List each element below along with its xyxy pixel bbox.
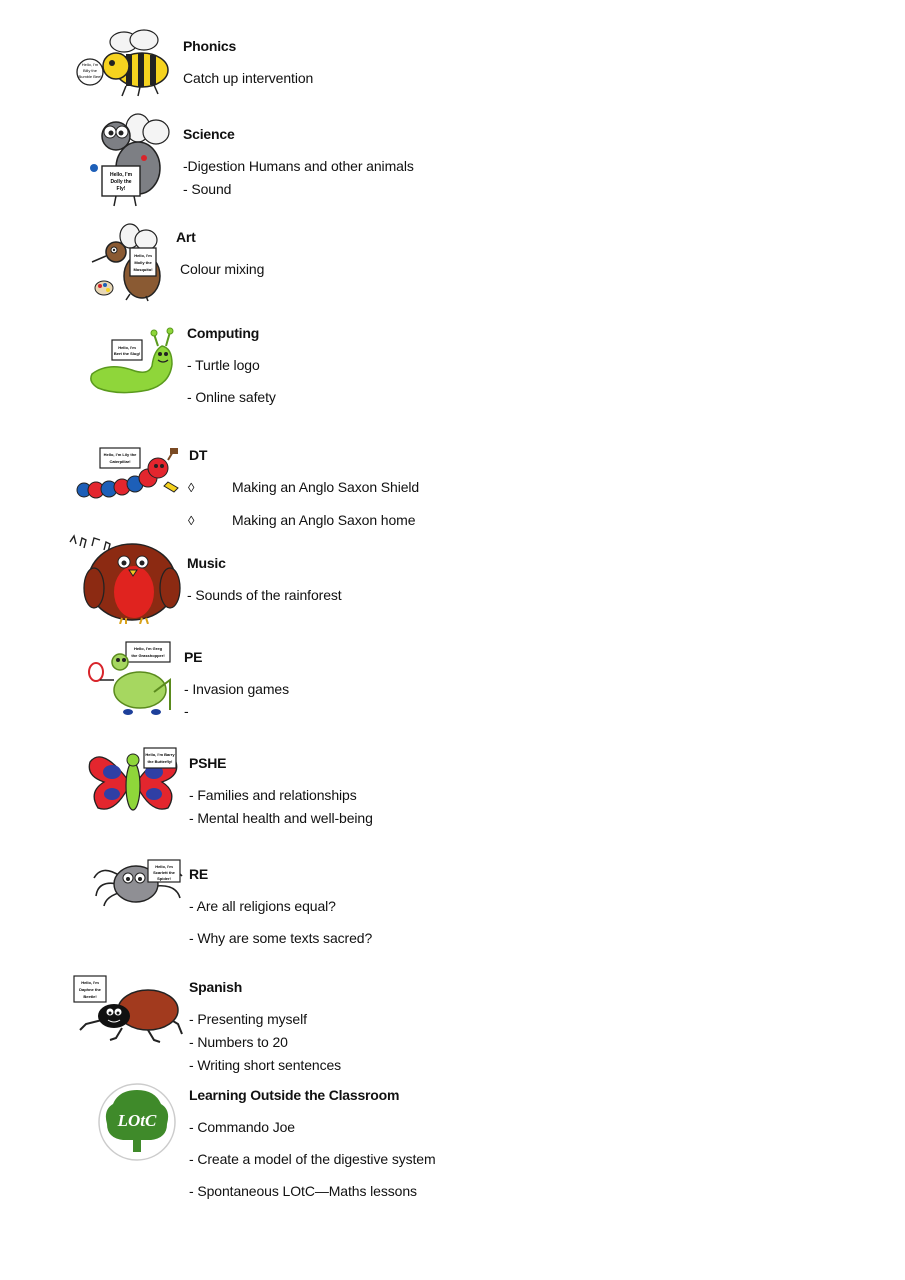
subject-item: - Families and relationships bbox=[189, 787, 357, 803]
svg-text:Beetle!: Beetle! bbox=[83, 994, 97, 999]
svg-text:the Butterfly!: the Butterfly! bbox=[147, 759, 173, 764]
bullet-diamond: ◊ bbox=[188, 513, 195, 528]
svg-text:Caterpillar!: Caterpillar! bbox=[109, 459, 131, 464]
subject-item: - Mental health and well-being bbox=[189, 810, 373, 826]
svg-text:Mosquito!: Mosquito! bbox=[133, 267, 153, 272]
subject-title: Learning Outside the Classroom bbox=[189, 1087, 400, 1103]
subject-item: - Online safety bbox=[187, 389, 276, 405]
subject-title: Science bbox=[183, 126, 235, 142]
subject-item: - Spontaneous LOtC—Maths lessons bbox=[189, 1183, 417, 1199]
caterpillar-illustration bbox=[76, 444, 186, 508]
bullet-diamond: ◊ bbox=[188, 480, 195, 495]
subject-item: -Digestion Humans and other animals bbox=[183, 158, 414, 174]
subject-item: Making an Anglo Saxon home bbox=[232, 512, 416, 528]
mosquito-illustration bbox=[90, 222, 170, 302]
lotc-logo-text: LOtC bbox=[117, 1111, 157, 1130]
subject-title: Music bbox=[187, 555, 226, 571]
fly-illustration bbox=[86, 110, 176, 208]
svg-text:Bert the Slug!: Bert the Slug! bbox=[113, 351, 141, 356]
svg-text:Hello, I'm Greg: Hello, I'm Greg bbox=[133, 646, 163, 651]
subject-title: Computing bbox=[187, 325, 260, 341]
subject-item: - Are all religions equal? bbox=[189, 898, 336, 914]
slug-illustration bbox=[88, 326, 178, 398]
svg-text:Hello, I'm Lily the: Hello, I'm Lily the bbox=[103, 452, 137, 457]
spider-illustration bbox=[92, 856, 186, 908]
svg-text:Hello, I'm: Hello, I'm bbox=[81, 980, 99, 985]
svg-text:Scarlett the: Scarlett the bbox=[153, 870, 175, 875]
grasshopper-illustration bbox=[84, 640, 176, 718]
bee-illustration bbox=[76, 28, 172, 98]
lotc-tree-logo bbox=[97, 1082, 177, 1162]
butterfly-illustration bbox=[86, 746, 180, 816]
subject-title: PSHE bbox=[189, 755, 227, 771]
subject-item: Catch up intervention bbox=[183, 70, 314, 86]
subject-title: PE bbox=[184, 649, 203, 665]
subject-title: Spanish bbox=[189, 979, 243, 995]
bubble-text: Hello, I'm bbox=[81, 62, 99, 67]
subject-item: - Numbers to 20 bbox=[189, 1034, 288, 1050]
svg-text:Hello, I'm: Hello, I'm bbox=[109, 172, 133, 178]
subject-item: - Turtle logo bbox=[187, 357, 260, 373]
subject-item: - Sound bbox=[183, 181, 232, 197]
subject-item: - Presenting myself bbox=[189, 1011, 307, 1027]
svg-text:Hello, I'm: Hello, I'm bbox=[134, 253, 152, 258]
svg-text:Bumble Bee!: Bumble Bee! bbox=[78, 74, 102, 79]
subject-item: - Commando Joe bbox=[189, 1119, 295, 1135]
subject-title: RE bbox=[189, 866, 209, 882]
subject-title: Art bbox=[176, 229, 196, 245]
svg-text:Fly!: Fly! bbox=[116, 186, 126, 192]
subject-item: - Invasion games bbox=[184, 681, 290, 697]
subject-title: Phonics bbox=[183, 38, 237, 54]
svg-text:Spider!: Spider! bbox=[157, 876, 171, 881]
svg-text:Hello, I'm: Hello, I'm bbox=[118, 345, 136, 350]
subject-item: - Sounds of the rainforest bbox=[187, 587, 342, 603]
beetle-illustration bbox=[72, 972, 186, 1044]
svg-text:Dolly the: Dolly the bbox=[110, 179, 132, 185]
subject-item: Making an Anglo Saxon Shield bbox=[232, 479, 420, 495]
svg-text:Molly the: Molly the bbox=[134, 260, 152, 265]
svg-text:the Grasshopper!: the Grasshopper! bbox=[131, 653, 165, 658]
svg-text:Hello, I'm Barry: Hello, I'm Barry bbox=[145, 752, 175, 757]
svg-text:Hello, I'm: Hello, I'm bbox=[155, 864, 173, 869]
subject-title: DT bbox=[189, 447, 208, 463]
subject-item: - Why are some texts sacred? bbox=[189, 930, 373, 946]
subject-item: - Create a model of the digestive system bbox=[189, 1151, 436, 1167]
bird-illustration bbox=[66, 532, 182, 624]
subject-item: Colour mixing bbox=[180, 261, 265, 277]
subject-item: - bbox=[184, 703, 189, 719]
svg-text:Billy the: Billy the bbox=[82, 68, 98, 73]
subject-item: - Writing short sentences bbox=[189, 1057, 342, 1073]
svg-text:Daphne the: Daphne the bbox=[79, 987, 101, 992]
